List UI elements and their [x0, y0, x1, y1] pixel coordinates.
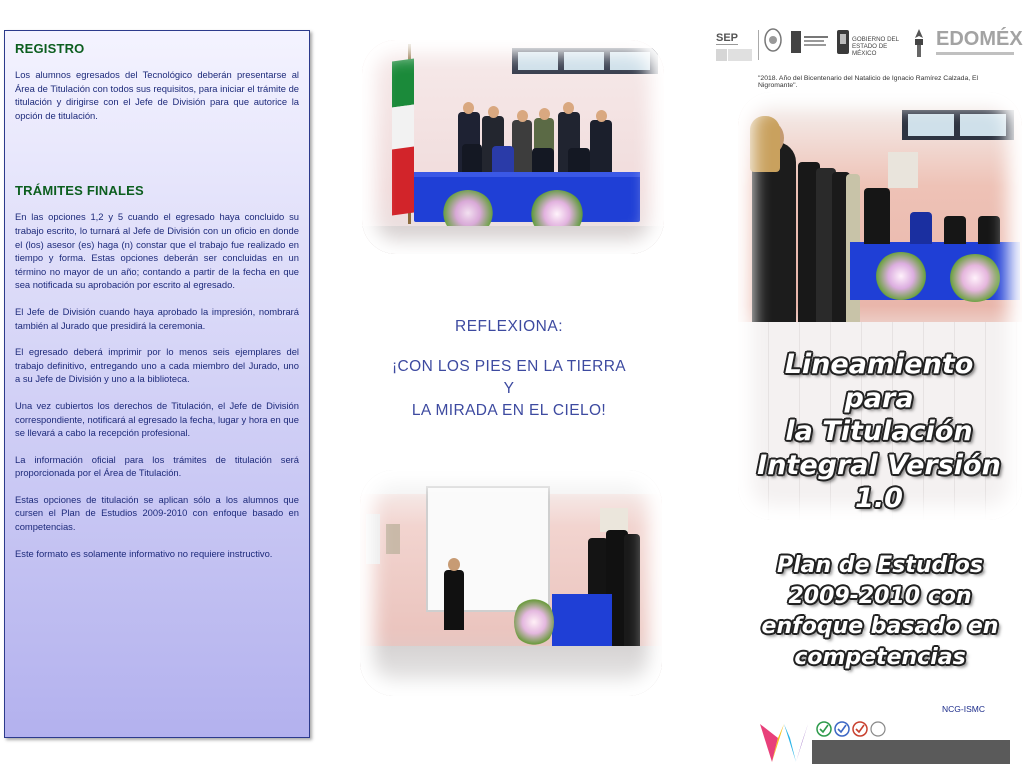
reflection-block: [350, 318, 668, 422]
cover-subtitle-line: Plan de Estudios: [777, 553, 983, 578]
motto-text: "2018. Año del Bicentenario del Natalicio de Ignacio Ramírez Calzada, El Nigromante".: [758, 75, 979, 89]
cover-title-line: para: [844, 382, 914, 414]
quote-line: ¡CON LOS PIES EN LA TIERRA: [391, 358, 627, 375]
sep-logo-text: SEP: [716, 32, 739, 44]
presentation-photo-bottom: [360, 470, 662, 696]
gobierno-logo-text: GOBIERNO DEL ESTADO DE MÉXICO: [852, 36, 899, 57]
edomex-logo: [936, 28, 1023, 66]
cover-title-line: Lineamiento: [784, 349, 974, 380]
tramites-paragraph: El Jefe de División cuando haya aprobado la impresión, nombrará también al Jurado que presidirá la ceremonia.: [15, 305, 299, 331]
quote-line: Y: [503, 380, 515, 397]
tramites-paragraph: El egresado deberá imprimir por lo menos seis ejemplares del trabajo definitivo, entregando uno a cada miembro del Jurado, uno a su Jefe de División y uno a la biblioteca.: [15, 346, 299, 385]
tec-logo-icon: [758, 718, 810, 766]
footer-strip: [758, 718, 1012, 766]
tramites-paragraph: La información oficial para los trámites de titulación será proporcionada por el Área de Titulación.: [15, 453, 299, 479]
certification-icons: [816, 720, 926, 738]
tramites-paragraph: Este formato es solamente informativo no requiere instructivo.: [15, 547, 273, 559]
registro-heading: REGISTRO: [15, 41, 85, 56]
quote-line: LA MIRADA EN EL CIELO!: [411, 402, 607, 419]
registro-text: Los alumnos egresados del Tecnológico deberán presentarse al Área de Titulación con todos sus requisitos, para iniciar el trámite de titulación y dirigirse con el Jefe de División para que autorice la opción de titulación.: [15, 69, 299, 121]
document-code: NCG-ISMC: [942, 704, 985, 714]
ceremony-photo-top: [362, 40, 664, 254]
gobierno-logo: [836, 28, 908, 66]
cover-title-line: 1.0: [855, 483, 903, 514]
sep-logo: [716, 28, 756, 66]
tramites-paragraph: En las opciones 1,2 y 5 cuando el egresado haya concluido su trabajo escrito, lo turnará al Jefe de División con un oficio en donde el (los) asesor (es) haga (n) constar que el trabajo fue realizado en tiempo y forma. Estas opciones deberán ser concluidas en un término no mayor de un año; contando a partir de la fecha en que sea notificada su aprobación por escrito al egresado.: [15, 211, 299, 291]
tramites-paragraph: Una vez cubiertos los derechos de Titulación, el Jefe de División correspondiente, notificará al egresado la fecha, lugar y hora en que se llevará a cabo la recepción profesional.: [15, 399, 299, 439]
coat-of-arms-icon: [764, 28, 784, 66]
tramites-paragraph: Estas opciones de titulación se aplican sólo a los alumnos que cursen el Plan de Estudios 2009-2010 con enfoque basado en competencias.: [15, 493, 299, 533]
cover-title: [740, 348, 1018, 516]
footer-address-block: [812, 740, 1010, 764]
logos-row: [716, 28, 1023, 70]
tramites-heading: TRÁMITES FINALES: [15, 183, 144, 199]
edomex-logo-text: EDOMÉX: [936, 28, 1023, 50]
tec-emblem-icon: [790, 28, 830, 66]
info-panel: [4, 30, 310, 738]
cover-subtitle-line: enfoque basado en: [761, 614, 999, 639]
cover-subtitle: [742, 551, 1018, 673]
cover-subtitle-line: competencias: [794, 644, 966, 670]
cover-title-line: la Titulación: [785, 416, 973, 447]
cover-title-line: Integral Versión: [757, 449, 1001, 481]
reflection-title: REFLEXIONA:: [455, 318, 563, 335]
cover-subtitle-line: 2009-2010 con: [788, 583, 972, 609]
torch-icon: [912, 28, 926, 66]
